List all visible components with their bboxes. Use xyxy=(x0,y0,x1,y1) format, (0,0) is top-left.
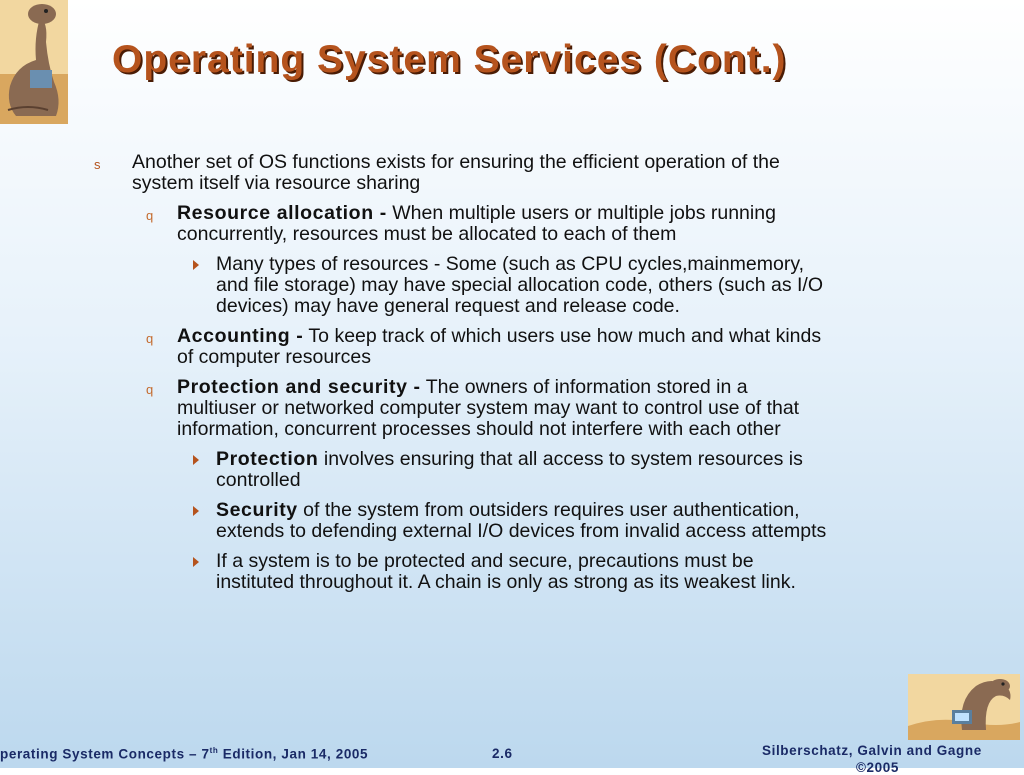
protection-term: Protection xyxy=(216,448,319,470)
bullet-marker-level2: q xyxy=(146,208,154,223)
accounting-bullet xyxy=(177,326,957,368)
resource-allocation-line-1: When multiple users or multiple jobs running xyxy=(386,202,776,224)
protection-line-2: controlled xyxy=(216,469,301,491)
footer-authors: Silberschatz, Galvin and Gagne xyxy=(762,743,982,758)
resource-types-line-1: Many types of resources - Some (such as CPU cycles,mainmemory, xyxy=(216,253,805,275)
footer-copyright: ©2005 xyxy=(856,760,899,775)
protection-security-line-1: The owners of information stored in a xyxy=(420,376,748,398)
triangle-bullet-icon xyxy=(193,557,199,567)
footer-book-info xyxy=(0,746,368,762)
resource-allocation-line-2: concurrently, resources must be allocated to each of them xyxy=(177,223,677,245)
security-sub-bullet xyxy=(216,500,946,542)
protection-sub-bullet xyxy=(216,449,946,491)
triangle-bullet-icon xyxy=(193,260,199,270)
footer-edition-date: Edition, Jan 14, 2005 xyxy=(218,746,369,762)
resource-types-bullet xyxy=(216,254,946,317)
protection-security-term: Protection and security - xyxy=(177,376,421,398)
security-line-2: extends to defending external I/O devices from invalid access attempts xyxy=(216,520,827,542)
accounting-term: Accounting - xyxy=(177,325,304,347)
protection-security-line-2: multiuser or networked computer system may want to control use of that xyxy=(177,397,800,419)
protection-security-bullet xyxy=(177,377,957,440)
resource-types-line-2: and file storage) may have special allocation code, others (such as I/O xyxy=(216,274,823,296)
intro-line-2: system itself via resource sharing xyxy=(132,172,421,194)
resource-allocation-term: Resource allocation - xyxy=(177,202,387,224)
security-term: Security xyxy=(216,499,298,521)
triangle-bullet-icon xyxy=(193,506,199,516)
protection-security-line-3: information, concurrent processes should not interfere with each other xyxy=(177,418,781,440)
accounting-line-1: To keep track of which users use how much and what kinds xyxy=(303,325,822,347)
precautions-line-2: instituted throughout it. A chain is only as strong as its weakest link. xyxy=(216,571,796,593)
resource-allocation-bullet xyxy=(177,203,957,245)
dinosaur-illustration-bottom xyxy=(908,674,1020,740)
footer-page-number: 2.6 xyxy=(492,746,513,761)
intro-bullet xyxy=(132,152,912,194)
accounting-line-2: of computer resources xyxy=(177,346,372,368)
footer-edition-superscript: th xyxy=(209,746,219,755)
security-line-1: of the system from outsiders requires user authentication, xyxy=(297,499,800,521)
footer-book-title: perating System Concepts – 7 xyxy=(0,746,210,762)
protection-line-1: involves ensuring that all access to system resources is xyxy=(318,448,803,470)
precautions-sub-bullet xyxy=(216,551,946,593)
bullet-marker-level2: q xyxy=(146,382,154,397)
bullet-marker-level1: s xyxy=(94,157,101,172)
slide-title: Operating System Services (Cont.) xyxy=(112,38,787,81)
resource-types-line-3: devices) may have general request and release code. xyxy=(216,295,680,317)
bullet-marker-level2: q xyxy=(146,331,154,346)
precautions-line-1: If a system is to be protected and secure, precautions must be xyxy=(216,550,754,572)
intro-line-1: Another set of OS functions exists for ensuring the efficient operation of the xyxy=(132,151,780,173)
triangle-bullet-icon xyxy=(193,455,199,465)
